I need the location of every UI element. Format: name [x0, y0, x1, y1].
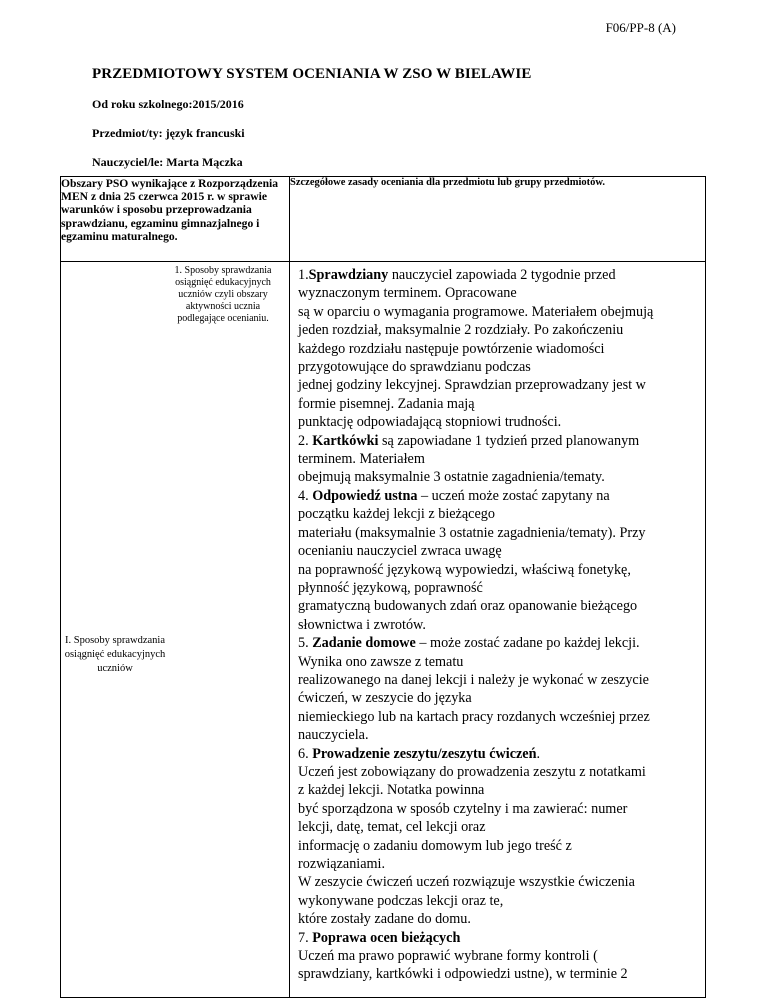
rules-line: [298, 745, 699, 763]
rules-line: [298, 376, 699, 394]
rules-text: [290, 262, 705, 984]
rules-line: [298, 726, 699, 744]
rules-line-heading: Odpowiedź ustna: [312, 487, 418, 504]
rules-line: [298, 653, 699, 671]
rules-line-text: początku każdej lekcji z bieżącego: [298, 506, 495, 523]
rules-line-text: rozwiązaniami.: [298, 856, 386, 872]
table-body-row: [61, 262, 706, 998]
rules-line-text: być sporządzona w sposób czytelny i ma zawierać: numer: [298, 800, 628, 817]
rules-line: [298, 763, 699, 781]
rules-line: [298, 818, 699, 836]
rules-line-text: niemieckiego lub na kartach pracy rozdanych wcześniej przez: [298, 708, 650, 725]
table-header-row: [61, 177, 706, 262]
rules-line: [298, 837, 699, 855]
rules-line-text: Uczeń ma prawo poprawić wybrane formy kontroli (: [298, 948, 598, 965]
rules-line-text: 6.: [298, 745, 313, 762]
rules-line: [298, 873, 699, 891]
category-label: I. Sposoby sprawdzania osiągnięć edukacyjnych uczniów: [64, 635, 166, 674]
rules-line-text: .: [536, 745, 541, 762]
rules-line: [298, 542, 699, 560]
subcategory-label: 1. Sposoby sprawdzania osiągnięć edukacyjnych uczniów czyli obszary aktywności ucznia podlegające ocenianiu.: [174, 265, 272, 324]
rules-line-text: każdego rozdziału następuje powtórzenie wiadomości: [298, 340, 605, 357]
rules-line: [298, 634, 699, 652]
rules-line-text: obejmują maksymalnie 3 ostatnie zagadnienia/tematy.: [298, 469, 605, 486]
rules-line-text: terminem. Materiałem: [298, 451, 425, 468]
rules-line: [298, 358, 699, 376]
rules-line-text: nauczyciela.: [298, 727, 369, 744]
rules-line: [298, 321, 699, 339]
rules-line-text: słownictwa i zwrotów.: [298, 616, 426, 633]
header-left-cell: Obszary PSO wynikające z Rozporządzenia MEN z dnia 25 czerwca 2015 r. w sprawie warunków i sposobu przeprowadzania sprawdzianu, egzaminu gimnazjalnego i egzaminu maturalnego.: [61, 177, 290, 262]
rules-line: [298, 340, 699, 358]
rules-line-text: które zostały zadane do domu.: [298, 911, 471, 928]
rules-line: [298, 450, 699, 468]
rules-line: [298, 303, 699, 321]
rules-line-text: W zeszycie ćwiczeń uczeń rozwiązuje wszystkie ćwiczenia: [298, 874, 635, 891]
rules-line: [298, 892, 699, 910]
rules-line-text: – może zostać zadane po każdej lekcji.: [415, 635, 640, 652]
subject-line: Przedmiot/ty: język francuski: [92, 126, 245, 140]
rules-line-text: wykonywane podczas lekcji oraz te,: [298, 892, 504, 909]
rules-line: [298, 579, 699, 597]
rules-line-text: punktację odpowiadającą stopniowi trudności.: [298, 414, 562, 431]
rules-line-text: gramatyczną budowanych zdań oraz opanowanie bieżącego: [298, 598, 638, 615]
assessment-table: [60, 176, 706, 998]
rules-line: [298, 468, 699, 486]
rules-line-text: informację o zadaniu domowym lub jego treść z: [298, 837, 572, 854]
rules-cell: [290, 262, 706, 998]
document-code: F06/PP-8 (A): [605, 20, 676, 35]
rules-line: [298, 855, 699, 873]
rules-line-text: z każdej lekcji. Notatka powinna: [298, 782, 485, 799]
rules-line-text: sprawdziany, kartkówki i odpowiedzi ustne), w terminie 2: [298, 966, 628, 983]
rules-line-text: 2.: [298, 432, 313, 449]
rules-line: [298, 689, 699, 707]
rules-line: [298, 708, 699, 726]
rules-line-text: są zapowiadane 1 tydzień przed planowanym: [378, 432, 640, 449]
area-cell: [61, 262, 290, 998]
rules-line-text: Wynika ono zawsze z tematu: [298, 653, 464, 670]
rules-line-text: 4.: [298, 487, 313, 504]
rules-line-text: są w oparciu o wymagania programowe. Materiałem obejmują: [298, 303, 654, 320]
rules-line: [298, 395, 699, 413]
rules-line: [298, 616, 699, 634]
rules-line-text: formie pisemnej. Zadania mają: [298, 395, 475, 412]
rules-line: [298, 284, 699, 302]
rules-line: [298, 413, 699, 431]
rules-line-text: jednej godziny lekcyjnej. Sprawdzian przeprowadzany jest w: [298, 377, 646, 394]
rules-line-text: przygotowujące do sprawdzianu podczas: [298, 359, 531, 376]
document-title: PRZEDMIOTOWY SYSTEM OCENIANIA W ZSO W BIELAWIE: [92, 66, 532, 82]
rules-line-heading: Kartkówki: [312, 432, 379, 449]
rules-line: [298, 524, 699, 542]
rules-line-text: 5.: [298, 635, 313, 652]
rules-line: [298, 910, 699, 928]
rules-line: [298, 561, 699, 579]
rules-line: [298, 965, 699, 983]
rules-line-text: jeden rozdział, maksymalnie 2 rozdziały. Po zakończeniu: [298, 322, 624, 339]
rules-line-text: wyznaczonym terminem. Opracowane: [298, 285, 517, 302]
rules-line-text: ocenianiu nauczyciel zwraca uwagę: [298, 543, 502, 560]
rules-line: [298, 487, 699, 505]
teacher-line: Nauczyciel/le: Marta Mączka: [92, 155, 243, 169]
rules-line: [298, 432, 699, 450]
rules-line: [298, 505, 699, 523]
rules-line-heading: Zadanie domowe: [312, 635, 416, 652]
rules-line: [298, 929, 699, 947]
rules-line: [298, 947, 699, 965]
rules-line-text: nauczyciel zapowiada 2 tygodnie przed: [388, 267, 616, 283]
rules-line-text: ćwiczeń, w zeszycie do języka: [298, 690, 472, 707]
header-right-cell: Szczegółowe zasady oceniania dla przedmiotu lub grupy przedmiotów.: [290, 177, 706, 262]
school-year-line: Od roku szkolnego:2015/2016: [92, 97, 244, 111]
rules-line: [298, 671, 699, 689]
rules-line-text: Uczeń jest zobowiązany do prowadzenia zeszytu z notatkami: [298, 763, 646, 780]
rules-line-text: realizowanego na danej lekcji i należy je wykonać w zeszycie: [298, 671, 649, 688]
rules-line-text: lekcji, datę, temat, cel lekcji oraz: [298, 819, 486, 836]
rules-line: [298, 266, 699, 284]
rules-line-text: na poprawność językową wypowiedzi, właściwą fonetykę,: [298, 561, 631, 578]
rules-line-text: płynność językową, poprawność: [298, 579, 483, 596]
rules-line-heading: Sprawdziany: [308, 267, 389, 283]
rules-line: [298, 800, 699, 818]
rules-line-text: materiału (maksymalnie 3 ostatnie zagadnienia/tematy). Przy: [298, 524, 646, 541]
rules-line: [298, 597, 699, 615]
rules-line: [298, 781, 699, 799]
rules-line-heading: Prowadzenie zeszytu/zeszytu ćwiczeń: [312, 745, 537, 762]
rules-line-text: 1.: [298, 267, 309, 283]
rules-line-text: – uczeń może zostać zapytany na: [417, 487, 610, 504]
rules-line-text: 7.: [298, 929, 313, 946]
rules-line-heading: Poprawa ocen bieżących: [312, 929, 461, 946]
